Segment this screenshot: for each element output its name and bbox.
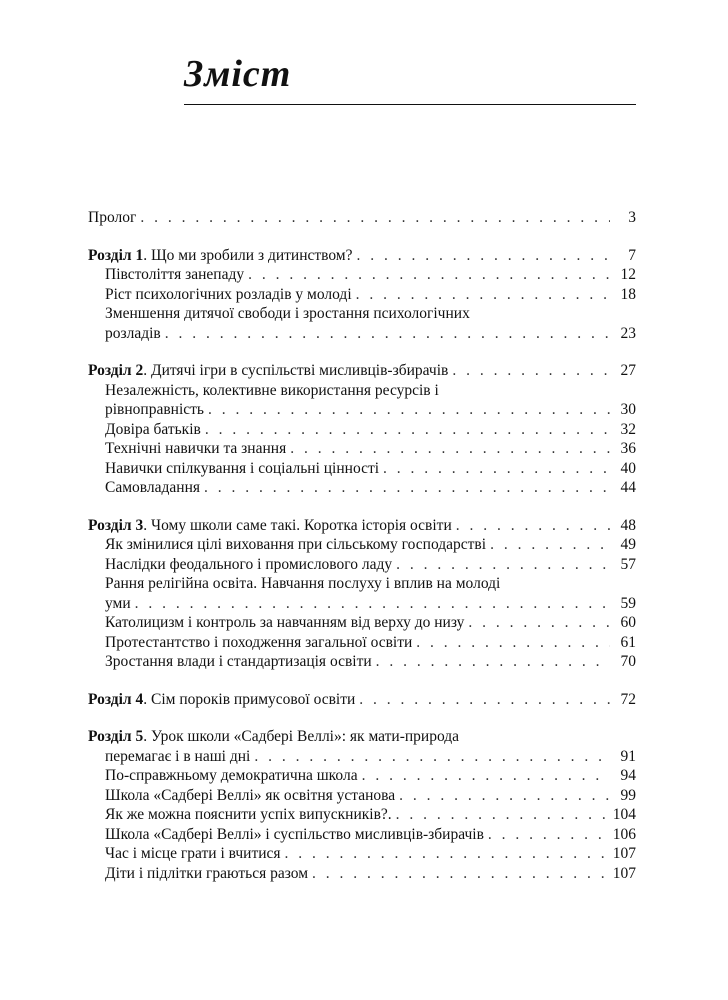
dot-leader (165, 324, 610, 344)
entry-page: 60 (620, 614, 636, 631)
chapter-title-line-2: перемагає і в наші дні (105, 747, 251, 765)
entry-page: 44 (620, 479, 636, 496)
entry-label: Наслідки феодального і промислового ладу (105, 555, 393, 573)
entry-label: Довіра батьків (105, 420, 201, 438)
entry-label: Школа «Садбері Веллі» як освітня установа (105, 786, 396, 804)
toc-entry[interactable] (88, 208, 636, 228)
entry-label: Як же можна пояснити успіх випускників?. (105, 806, 392, 823)
toc-entry[interactable] (88, 844, 636, 864)
dot-leader (359, 690, 610, 710)
entry-label: Діти і підлітки граються разом (105, 864, 309, 882)
chapter-title: . Урок школи «Садбері Веллі»: як мати-природа (143, 728, 460, 745)
entry-page: 49 (620, 536, 636, 553)
toc-entry[interactable] (88, 825, 636, 845)
entry-page: 57 (620, 555, 636, 573)
dot-leader (452, 361, 610, 381)
chapter-prefix: Розділ 4 (88, 690, 144, 708)
chapter-entry[interactable] (88, 690, 636, 710)
entry-label-line-2: розладів (105, 324, 161, 342)
entry-label-line-2: рівноправність (105, 401, 204, 418)
dot-leader (290, 439, 610, 459)
dot-leader (362, 766, 610, 786)
toc-group-chapter-2 (88, 361, 636, 498)
dot-leader (468, 613, 610, 633)
toc-entry[interactable] (88, 420, 636, 440)
entry-page: 99 (620, 786, 636, 804)
dot-leader (456, 516, 610, 536)
entry-label: Півстоліття занепаду (105, 266, 245, 283)
toc-entry[interactable] (88, 766, 636, 786)
chapter-prefix: Розділ 5 (88, 728, 144, 745)
entry-page: 61 (620, 633, 636, 651)
entry-page: 94 (620, 767, 636, 784)
chapter-title: . Чому школи саме такі. Коротка історія освіти (143, 516, 452, 534)
entry-page: 40 (620, 459, 636, 477)
entry-label: Технічні навички та знання (105, 440, 287, 457)
toc-entry[interactable] (88, 786, 636, 806)
entry-page: 18 (620, 285, 636, 303)
chapter-entry[interactable] (88, 727, 636, 766)
toc-entry[interactable] (88, 439, 636, 459)
entry-page: 30 (620, 401, 636, 418)
toc-entry[interactable] (88, 613, 636, 633)
chapter-entry[interactable] (88, 246, 636, 266)
dot-leader (285, 844, 609, 864)
dot-leader (140, 208, 610, 228)
toc-entry[interactable] (88, 864, 636, 884)
toc-entry[interactable] (88, 633, 636, 653)
table-of-contents (88, 208, 636, 901)
chapter-title: . Дитячі ігри в суспільстві мисливців-збирачів (143, 362, 449, 379)
toc-group-chapter-3 (88, 516, 636, 672)
toc-entry[interactable] (88, 285, 636, 305)
entry-page: 23 (620, 324, 636, 342)
dot-leader (396, 555, 610, 575)
entry-label-line-1: Рання релігійна освіта. Навчання послуху і вплив на молоді (105, 575, 501, 592)
entry-page: 27 (620, 362, 636, 379)
toc-group-chapter-4 (88, 690, 636, 710)
entry-page: 106 (612, 825, 636, 843)
dot-leader (204, 478, 610, 498)
toc-entry[interactable] (88, 652, 636, 672)
entry-page: 107 (612, 845, 636, 862)
entry-page: 48 (620, 516, 636, 534)
dot-leader (416, 633, 610, 653)
entry-label-line-2: уми (105, 594, 131, 612)
toc-group-prologue (88, 208, 636, 228)
dot-leader (399, 786, 610, 806)
entry-page: 91 (620, 747, 636, 765)
dot-leader (208, 400, 610, 420)
entry-page: 72 (620, 690, 636, 708)
toc-group-chapter-1 (88, 246, 636, 344)
entry-page: 3 (628, 209, 636, 226)
chapter-title: . Сім пороків примусової освіти (143, 690, 356, 708)
toc-group-chapter-5 (88, 727, 636, 883)
toc-entry[interactable] (88, 381, 636, 420)
entry-label: Школа «Садбері Веллі» і суспільство мисливців-збирачів (105, 825, 484, 843)
entry-page: 107 (612, 864, 636, 882)
toc-entry[interactable] (88, 304, 636, 343)
toc-entry[interactable] (88, 574, 636, 613)
entry-page: 36 (620, 440, 636, 457)
entry-label: Протестантство і походження загальної освіти (105, 633, 413, 651)
entry-page: 70 (620, 653, 636, 670)
dot-leader (205, 420, 610, 440)
entry-label: Навички спілкування і соціальні цінності (105, 459, 380, 477)
entry-label: Час і місце грати і вчитися (105, 845, 281, 862)
entry-page: 104 (612, 806, 636, 823)
chapter-prefix: Розділ 3 (88, 516, 144, 534)
dot-leader (396, 805, 609, 825)
entry-page: 12 (620, 266, 636, 283)
toc-entry[interactable] (88, 805, 636, 825)
entry-page: 32 (620, 420, 636, 438)
entry-label-line-1: Зменшення дитячої свободи і зростання психологічних (105, 305, 470, 322)
chapter-prefix: Розділ 1 (88, 246, 144, 264)
dot-leader (135, 594, 610, 614)
dot-leader (254, 747, 610, 767)
entry-label: По-справжньому демократична школа (105, 767, 358, 784)
entry-label: Ріст психологічних розладів у молоді (105, 285, 352, 303)
chapter-entry[interactable] (88, 361, 636, 381)
dot-leader (490, 535, 610, 555)
dot-leader (488, 825, 609, 845)
dot-leader (312, 864, 609, 884)
chapter-entry[interactable] (88, 516, 636, 536)
dot-leader (383, 459, 610, 479)
entry-page: 7 (628, 246, 636, 264)
chapter-title: . Що ми зробили з дитинством? (143, 246, 353, 264)
entry-label: Як змінилися цілі виховання при сільському господарстві (105, 536, 487, 553)
title-rule (184, 104, 636, 105)
entry-label: Зростання влади і стандартизація освіти (105, 653, 372, 670)
dot-leader (376, 652, 610, 672)
entry-label: Католицизм і контроль за навчанням від верху до низу (105, 614, 465, 631)
page-title: Зміст (184, 53, 292, 95)
toc-entry[interactable] (88, 265, 636, 285)
entry-label: Пролог (88, 209, 137, 226)
dot-leader (357, 246, 611, 266)
toc-entry[interactable] (88, 459, 636, 479)
dot-leader (248, 265, 610, 285)
toc-entry[interactable] (88, 478, 636, 498)
toc-entry[interactable] (88, 535, 636, 555)
entry-label: Самовладання (105, 479, 200, 496)
toc-entry[interactable] (88, 555, 636, 575)
dot-leader (356, 285, 610, 305)
entry-page: 59 (620, 594, 636, 612)
entry-label-line-1: Незалежність, колективне використання ресурсів і (105, 381, 439, 399)
chapter-prefix: Розділ 2 (88, 362, 144, 379)
